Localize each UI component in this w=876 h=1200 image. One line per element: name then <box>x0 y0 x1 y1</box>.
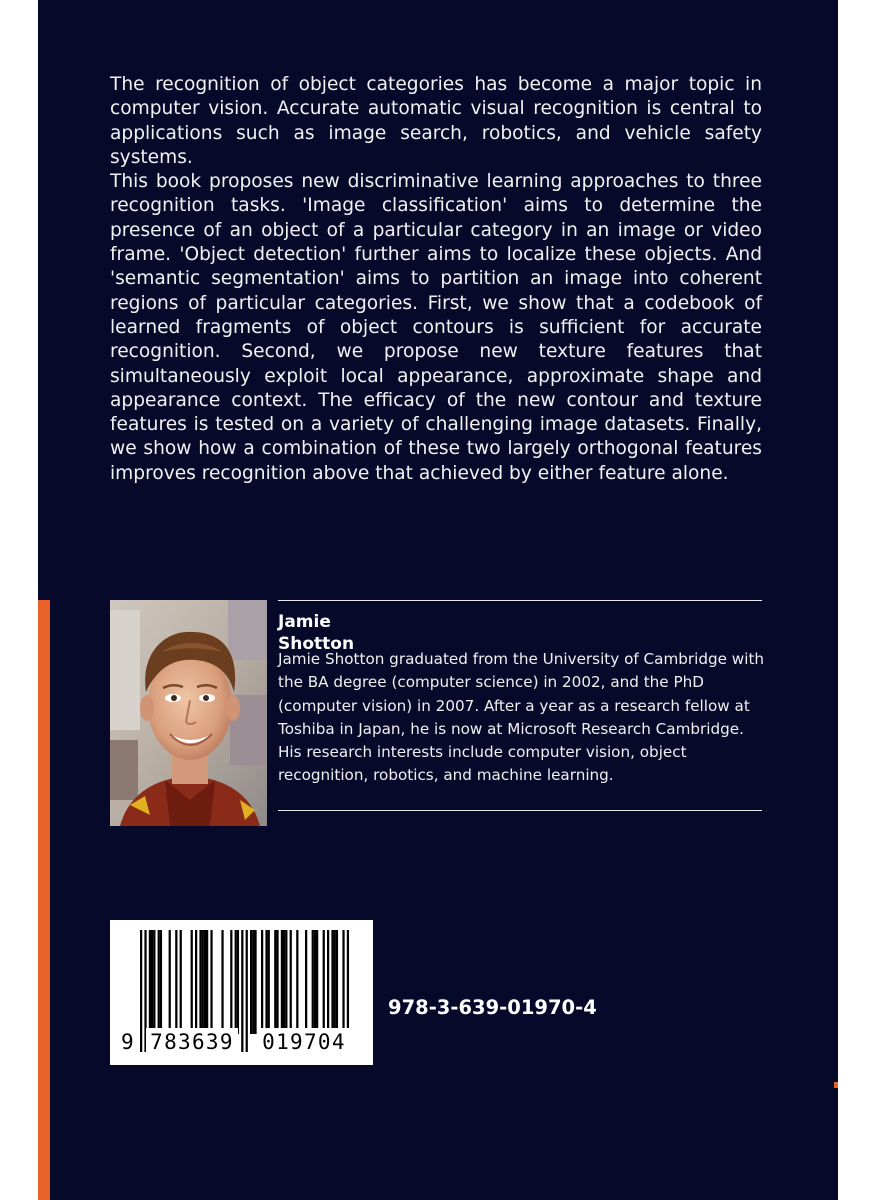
description-paragraph-2: This book proposes new discriminative learning approaches to three recognition tasks. 'Image classification' aims to determine the presence of an object of a particular category in an image or video frame. 'Object detection' further aims to localize these objects. And 'semantic segmentation' aims to partition an image into coherent regions of particular categories. First, we show that a codebook of learned fragments of object contours is sufficient for accurate recognition. Second, we propose new texture features that simultaneously exploit local appearance, approximate shape and appearance context. The efficacy of the new contour and texture features is tested on a variety of challenging image datasets. Finally, we show how a combination of these two largely orthogonal features improves recognition above that achieved by either feature alone. <box>110 171 762 484</box>
barcode-bar <box>199 930 201 1034</box>
barcode-bar <box>235 930 237 1034</box>
description-paragraph-1: The recognition of object categories has become a major topic in computer vision. Accurate automatic visual recognition is central to applications such as image search, robotics, and vehicle safety systems. <box>110 74 762 168</box>
barcode-bar <box>151 930 153 1034</box>
barcode-bar <box>202 930 204 1034</box>
barcode-right-digits: 019704 <box>258 1028 350 1056</box>
barcode-bar <box>180 930 182 1034</box>
barcode-bar <box>283 930 285 1034</box>
barcode-bar <box>305 930 307 1034</box>
barcode-bar <box>276 930 278 1034</box>
barcode-left-digits: 783639 <box>146 1028 238 1056</box>
barcode-bar <box>296 930 298 1034</box>
barcode-bar <box>206 930 208 1034</box>
isbn-barcode <box>110 920 373 1065</box>
barcode-bar <box>230 930 232 1034</box>
barcode-bar <box>221 930 223 1034</box>
barcode-bar <box>153 930 155 1034</box>
barcode-bar <box>265 930 267 1034</box>
barcode-bar <box>158 930 160 1034</box>
barcode-bar <box>149 930 151 1034</box>
barcode-bar <box>160 930 162 1034</box>
barcode-bar <box>268 930 270 1034</box>
barcode-bar <box>210 930 212 1034</box>
barcode-bar <box>204 930 206 1034</box>
barcode-bar <box>169 930 171 1034</box>
author-bottom-rule <box>278 810 762 811</box>
author-bio: Jamie Shotton graduated from the University of Cambridge with the BA degree (computer science) in 2002, and the PhD (computer vision) in 2007. After a year as a research fellow at Toshiba in Japan, he is now at Microsoft Research Cambridge. His research interests include computer vision, object recognition, robotics, and machine learning. <box>278 650 765 785</box>
barcode-bar <box>191 930 193 1034</box>
barcode-bar <box>252 930 254 1034</box>
book-description <box>110 73 762 486</box>
barcode-bar <box>285 930 287 1034</box>
isbn-number: 978-3-639-01970-4 <box>388 996 597 1019</box>
barcode-bar <box>316 930 318 1034</box>
author-top-rule <box>278 600 762 601</box>
barcode-bar <box>314 930 316 1034</box>
barcode-bar <box>237 930 239 1034</box>
barcode-digits <box>110 1028 373 1056</box>
barcode-first-digit: 9 <box>121 1030 135 1054</box>
barcode-bar <box>281 930 283 1034</box>
orange-accent-strip <box>38 600 50 1200</box>
barcode-bar <box>261 930 263 1034</box>
barcode-bar <box>254 930 256 1034</box>
barcode-bar <box>195 930 197 1034</box>
barcode-bar <box>336 930 338 1034</box>
orange-accent-mark <box>834 1082 838 1088</box>
barcode-bar <box>274 930 276 1034</box>
barcode-bar <box>327 930 329 1034</box>
barcode-bar <box>175 930 177 1034</box>
barcode-bar <box>331 930 333 1034</box>
barcode-bar <box>312 930 314 1034</box>
barcode-bar <box>290 930 292 1034</box>
barcode-bar <box>323 930 325 1034</box>
barcode-bar <box>250 930 252 1034</box>
barcode-bar <box>334 930 336 1034</box>
author-name: Jamie Shotton <box>278 612 355 654</box>
author-photo <box>110 600 267 826</box>
